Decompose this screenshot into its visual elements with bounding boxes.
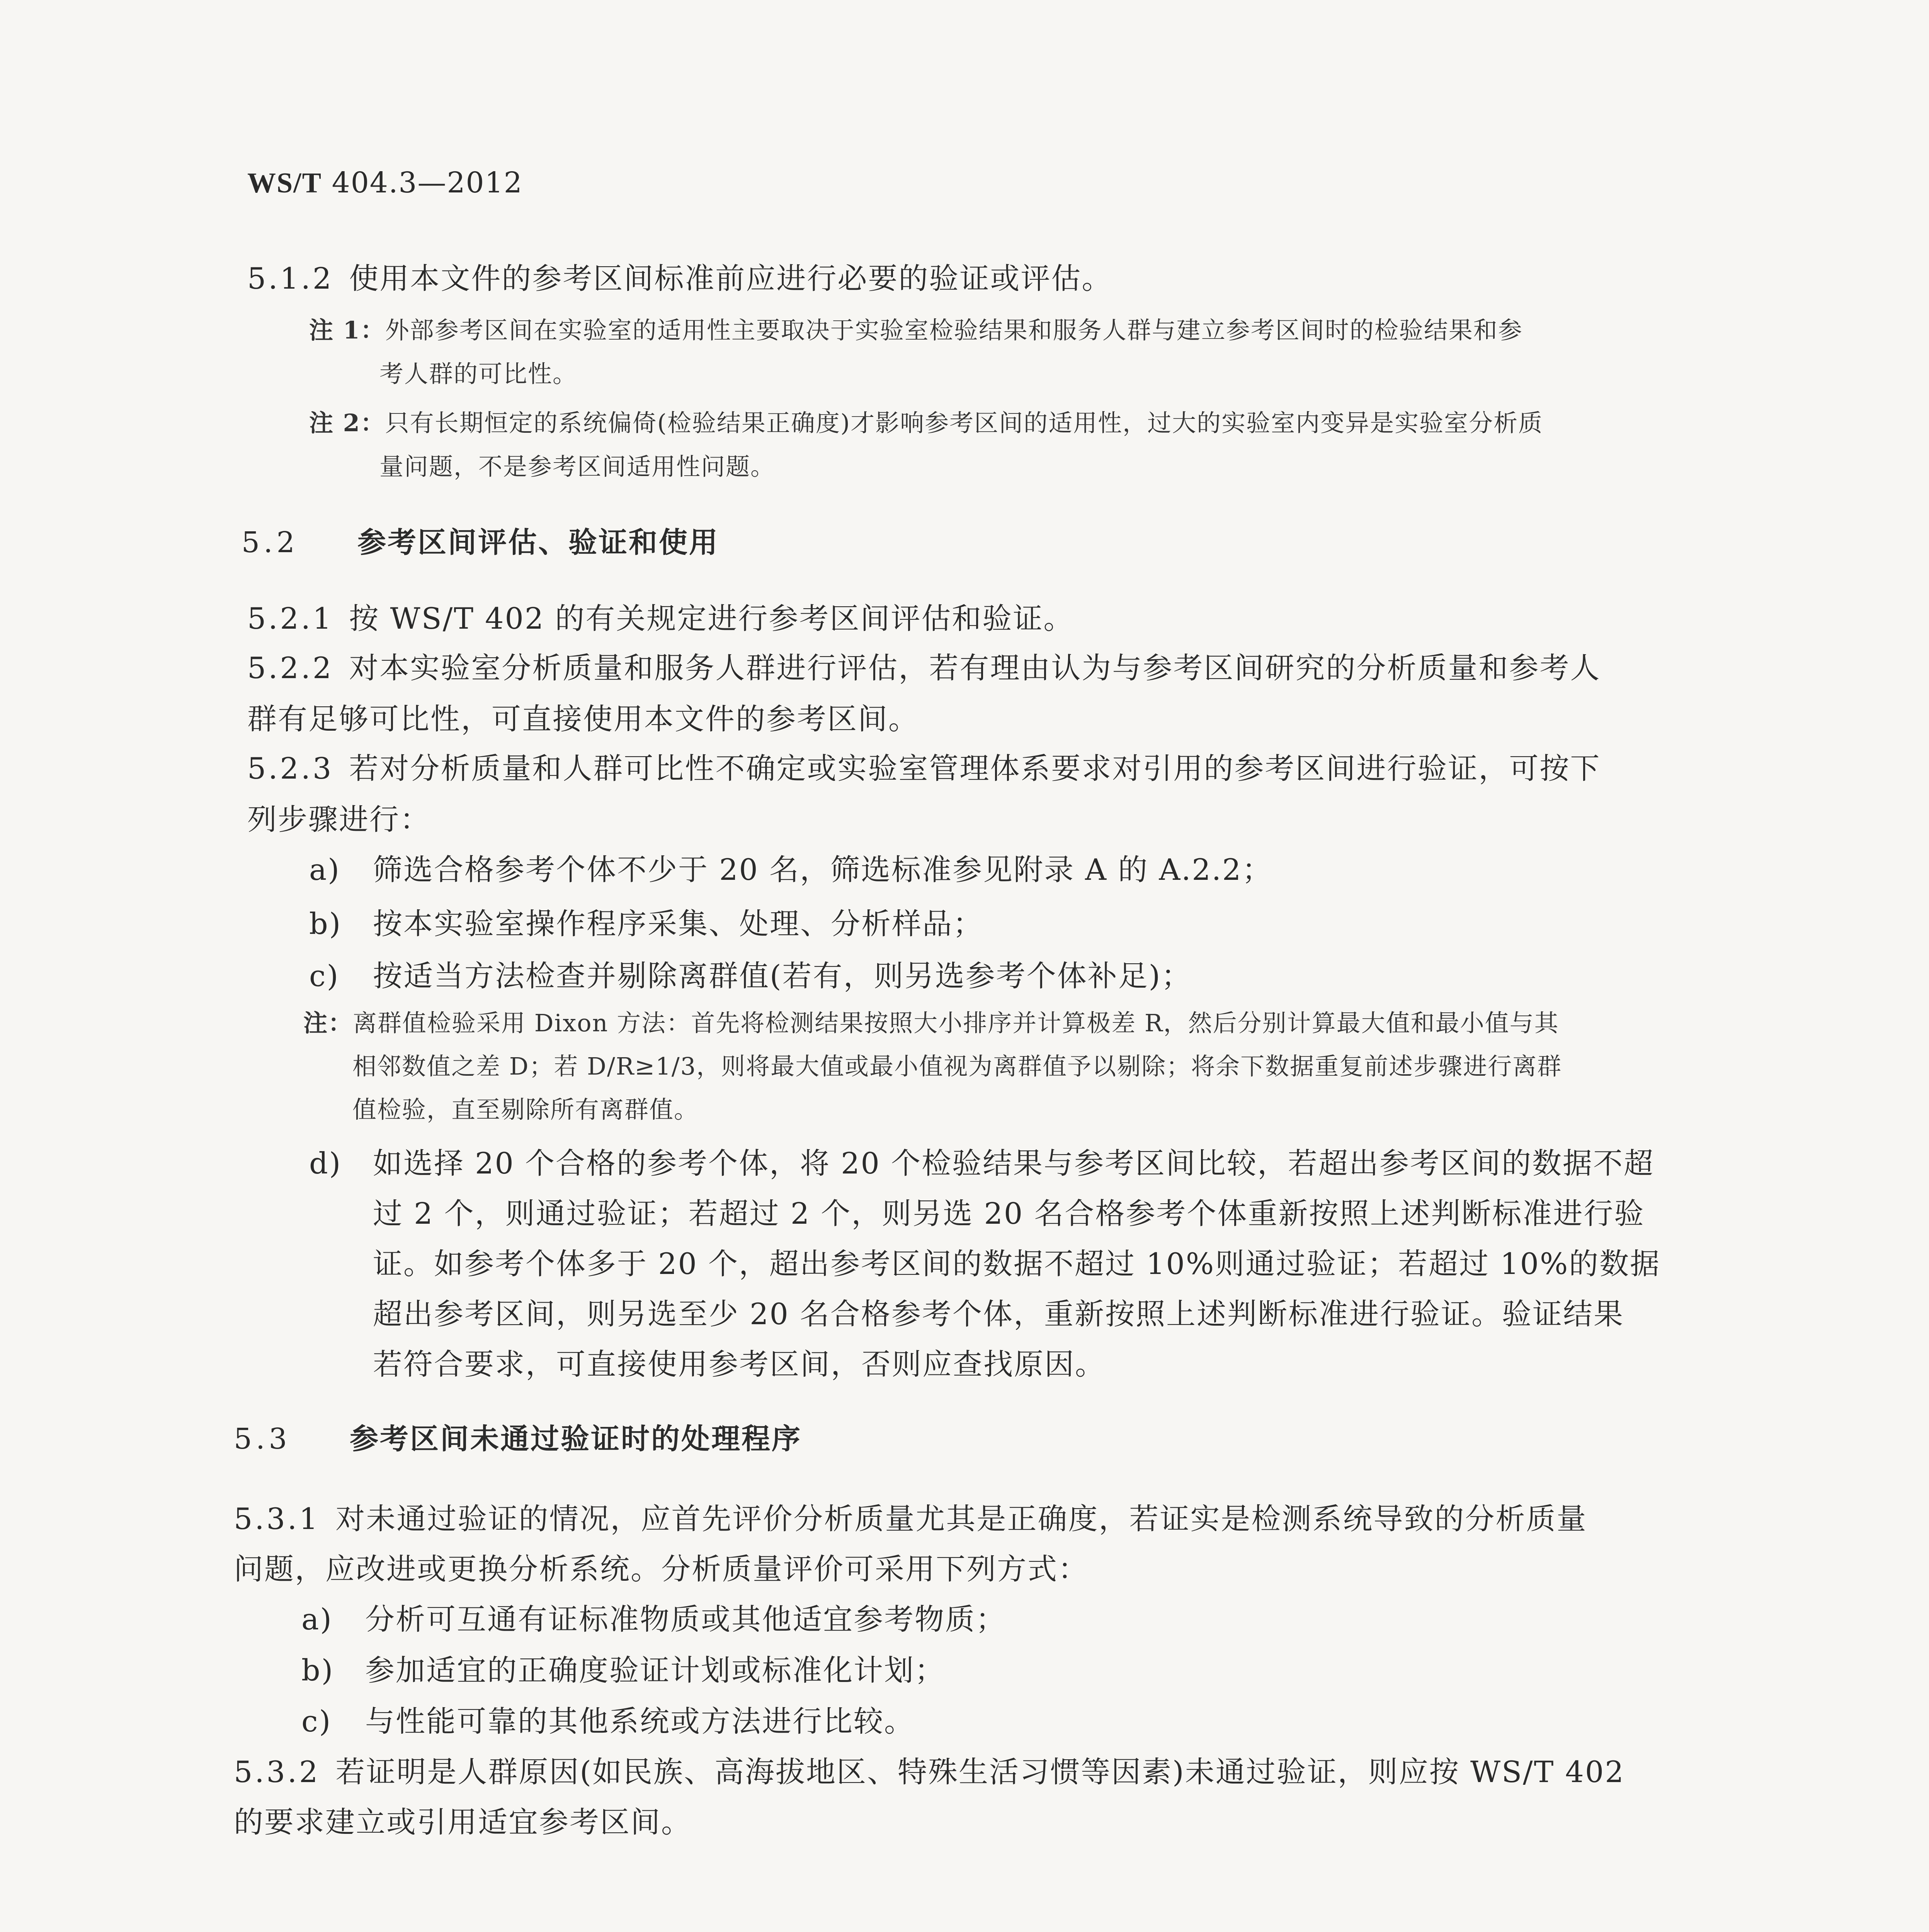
section-number: 5.3 bbox=[234, 1422, 291, 1456]
list-marker: d) bbox=[309, 1146, 342, 1180]
list-item-d: d) 如选择 20 个合格的参考个体，将 20 个检验结果与参考区间比较，若超出参考区间的数据不超 bbox=[309, 1146, 1655, 1180]
note-label: 注： bbox=[303, 1009, 353, 1037]
note-label: 注 1： bbox=[309, 316, 385, 344]
note-1-line-2: 考人群的可比性。 bbox=[379, 360, 578, 388]
list-marker: b) bbox=[301, 1653, 334, 1687]
clause-5-2-2: 5.2.2 对本实验室分析质量和服务人群进行评估，若有理由认为与参考区间研究的分析质量和参考人 bbox=[247, 651, 1601, 685]
note-2-line-2: 量问题，不是参考区间适用性问题。 bbox=[379, 452, 776, 481]
clause-text: 按 WS/T 402 的有关规定进行参考区间评估和验证。 bbox=[349, 601, 1074, 636]
standard-code: WS/T bbox=[247, 167, 322, 199]
list-marker: c) bbox=[309, 959, 340, 993]
clause-5-3-1: 5.3.1 对未通过验证的情况，应首先评价分析质量尤其是正确度，若证实是检测系统导致的分析质量 bbox=[234, 1502, 1587, 1536]
clause-5-2-3: 5.2.3 若对分析质量和人群可比性不确定或实验室管理体系要求对引用的参考区间进行验证，可按下 bbox=[247, 751, 1601, 786]
note-dixon-line-2: 相邻数值之差 D；若 D/R≥1/3，则将最大值或最小值视为离群值予以剔除；将余下数据重复前述步骤进行离群 bbox=[352, 1052, 1562, 1080]
note-2-line-1: 注 2：只有长期恒定的系统偏倚(检验结果正确度)才影响参考区间的适用性，过大的实验室内变异是实验室分析质 bbox=[309, 409, 1543, 437]
clause-number: 5.1.2 bbox=[247, 261, 334, 296]
list-item-d-line-5: 若符合要求，可直接使用参考区间，否则应查找原因。 bbox=[373, 1347, 1106, 1381]
section-title: 参考区间未通过验证时的处理程序 bbox=[350, 1422, 802, 1456]
list-marker: b) bbox=[309, 906, 342, 941]
clause-number: 5.2.2 bbox=[247, 651, 334, 685]
clause-5-3-2: 5.3.2 若证明是人群原因(如民族、高海拔地区、特殊生活习惯等因素)未通过验证，则应按 WS/T 402 bbox=[234, 1755, 1625, 1789]
clause-text: 使用本文件的参考区间标准前应进行必要的验证或评估。 bbox=[349, 261, 1112, 296]
note-label: 注 2： bbox=[309, 409, 385, 437]
clause-number: 5.2.3 bbox=[247, 751, 334, 786]
list-marker: a) bbox=[301, 1602, 333, 1636]
section-5-3-heading bbox=[234, 1416, 802, 1457]
document-header bbox=[247, 166, 523, 200]
clause-number: 5.3.2 bbox=[234, 1755, 320, 1789]
section-5-2-heading bbox=[242, 520, 719, 561]
section-number: 5.2 bbox=[242, 526, 299, 559]
clause-5-2-1 bbox=[247, 595, 1074, 637]
section-title: 参考区间评估、验证和使用 bbox=[357, 526, 719, 559]
clause-number: 5.2.1 bbox=[247, 601, 334, 636]
list-item-d-line-4: 超出参考区间，则另选至少 20 名合格参考个体，重新按照上述判断标准进行验证。验证结果 bbox=[373, 1297, 1625, 1331]
list-item-d-line-3: 证。如参考个体多于 20 个，超出参考区间的数据不超过 10%则通过验证；若超过 10%的数据 bbox=[373, 1247, 1661, 1281]
clause-5-3-1-line-2: 问题，应改进或更换分析系统。分析质量评价可采用下列方式： bbox=[234, 1552, 1089, 1586]
standard-number: 404.3—2012 bbox=[332, 166, 523, 199]
note-1-line-1: 注 1：外部参考区间在实验室的适用性主要取决于实验室检验结果和服务人群与建立参考区间时的检验结果和参 bbox=[309, 316, 1523, 344]
method-item-b: b) 参加适宜的正确度验证计划或标准化计划； bbox=[301, 1653, 945, 1687]
clause-5-2-2-line-2: 群有足够可比性，可直接使用本文件的参考区间。 bbox=[247, 702, 919, 736]
note-dixon-line-1: 注：离群值检验采用 Dixon 方法：首先将检测结果按照大小排序并计算极差 R，然后分别计算最大值和最小值与其 bbox=[303, 1009, 1559, 1037]
list-item-a: a) 筛选合格参考个体不少于 20 名，筛选标准参见附录 A 的 A.2.2； bbox=[309, 852, 1273, 887]
list-item-b: b) 按本实验室操作程序采集、处理、分析样品； bbox=[309, 906, 983, 941]
list-marker: a) bbox=[309, 852, 340, 887]
clause-number: 5.3.1 bbox=[234, 1502, 320, 1536]
note-dixon-line-3: 值检验，直至剔除所有离群值。 bbox=[352, 1095, 699, 1124]
clause-5-2-3-line-2: 列步骤进行： bbox=[247, 802, 430, 837]
list-marker: c) bbox=[301, 1704, 332, 1738]
clause-5-1-2 bbox=[247, 255, 1112, 297]
clause-5-3-2-line-2: 的要求建立或引用适宜参考区间。 bbox=[234, 1805, 692, 1839]
method-item-c: c) 与性能可靠的其他系统或方法进行比较。 bbox=[301, 1704, 915, 1738]
method-item-a: a) 分析可互通有证标准物质或其他适宜参考物质； bbox=[301, 1602, 1006, 1636]
list-item-d-line-2: 过 2 个，则通过验证；若超过 2 个，则另选 20 名合格参考个体重新按照上述判断标准进行验 bbox=[373, 1196, 1645, 1231]
list-item-c: c) 按适当方法检查并剔除离群值(若有，则另选参考个体补足)； bbox=[309, 959, 1192, 993]
